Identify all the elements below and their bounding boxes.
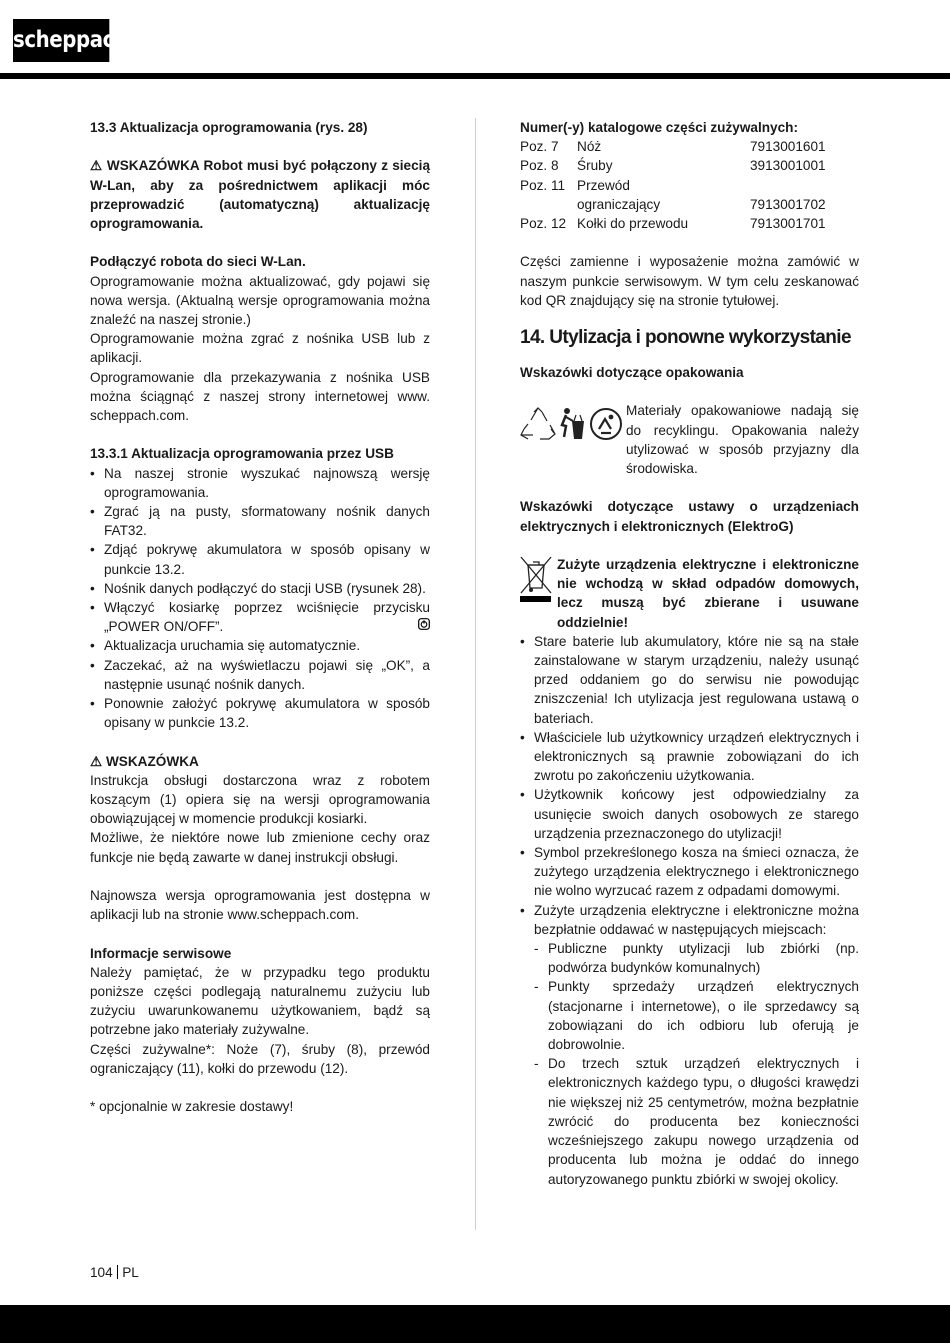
section-13-3-heading: 13.3 Aktualizacja oprogramowania (rys. 28) <box>90 120 368 135</box>
list-item-text: Zużyte urządzenia elektryczne i elektroniczne można bezpłatnie oddawać w następujących miejscach: <box>534 902 859 937</box>
table-cell <box>520 195 577 214</box>
table-cell: Poz. 11 <box>520 177 566 193</box>
page-number <box>90 1265 139 1280</box>
footer-bar <box>0 1305 950 1343</box>
page-number-value: 104 <box>90 1265 113 1280</box>
green-dot-icon <box>589 407 623 446</box>
warning-icon: ⚠ <box>90 753 103 769</box>
table-cell: Poz. 12 <box>520 216 567 232</box>
paragraph: Części zużywalne*: Noże (7), śruby (8), przewód ograniczający (11), kołki do przewodu (12). <box>90 1041 430 1076</box>
list-item <box>90 598 430 636</box>
recycle-icon <box>520 407 556 446</box>
list-item: • Zgrać ją na pusty, sformatowany nośnik danych FAT32. <box>90 502 430 540</box>
list-item: • Użytkownik końcowy jest odpowiedzialny za usunięcie swoich danych osobowych ze starego urządzenia przeznaczonego do utylizacji! <box>520 785 859 843</box>
table-cell: Poz. 8 <box>520 158 559 174</box>
power-icon <box>418 616 430 635</box>
list-item: - Do trzech sztuk urządzeń elektrycznych i elektronicznych każdego typu, o długości krawędzi nie większej niż 25 centymetrów, można bezpłatnie zwrócić do producenta bez konieczności wcześniejszego zakupu nowego urządzenia od producenta lub można je oddać do innego autoryzowanego punktu zbiórki w swojej okolicy. <box>534 1054 859 1188</box>
table-cell: 3913001001 <box>750 158 826 174</box>
packaging-heading: Wskazówki dotyczące opakowania <box>520 365 744 381</box>
table-cell: Przewód <box>577 177 630 193</box>
crossed-bin-icon <box>520 555 557 632</box>
connect-title: Podłączyć robota do sieci W-Lan. <box>90 254 306 270</box>
list-item <box>520 901 859 1189</box>
weee-warning: Zużyte urządzenia elektryczne i elektroniczne nie wchodzą w skład odpadów domowych, lecz muszą być zbierane i usuwane oddzielnie! <box>557 557 859 630</box>
weee-block <box>520 555 859 632</box>
list-item: - Publiczne punkty utylizacji lub zbiórki (np. podwórza budynków komunalnych) <box>534 939 859 977</box>
paragraph: Oprogramowanie można zgrać z nośnika USB lub z aplikacji. <box>90 331 430 366</box>
brand-logo: scheppach <box>13 19 109 62</box>
list-item: • Stare baterie lub akumulatory, które nie są na stałe zainstalowane w starym urządzeniu, należy usunąć przed oddaniem go do serwisu nie powodując zniszczenia! Ich utylizacja jest regulowana ustawą o bateriach. <box>520 632 859 728</box>
service-heading: Informacje serwisowe <box>90 945 232 961</box>
table-row <box>520 156 859 175</box>
list-item-text: Włączyć kosiarkę poprzez wciśnięcie przycisku „POWER ON/OFF”. <box>104 600 430 635</box>
right-column <box>520 118 859 1189</box>
packaging-icons <box>520 401 626 478</box>
list-item: • Symbol przekreślonego kosza na śmieci oznacza, że zużytego urządzenia elektrycznego i elektronicznego nie wolno wyrzucać razem z odpadami domowymi. <box>520 843 859 901</box>
note-heading <box>90 752 430 771</box>
language-code: PL <box>122 1265 139 1280</box>
list-item: - Punkty sprzedaży urządzeń elektrycznych (stacjonarne i internetowe), o ile sprzedawcy są zobowiązani do ich odbioru lub oferują je dobrowolnie. <box>534 977 859 1054</box>
table-cell <box>750 176 859 195</box>
list-item: • Ponownie założyć pokrywę akumulatora w sposób opisany w punkcie 13.2. <box>90 694 430 732</box>
table-row <box>520 137 859 156</box>
list-item: • Na naszej stronie wyszukać najnowszą wersję oprogramowania. <box>90 464 430 502</box>
bin-person-icon <box>558 407 586 446</box>
table-cell: 7913001701 <box>750 216 826 232</box>
page-separator <box>117 1265 119 1279</box>
table-cell: 7913001702 <box>750 196 826 212</box>
footnote: * opcjonalnie w zakresie dostawy! <box>90 1099 294 1115</box>
table-row <box>520 214 859 233</box>
table-cell: Śruby <box>577 158 613 174</box>
paragraph: Części zamienne i wyposażenie można zamówić w naszym punkcie serwisowym. W tym celu zeskanować kod QR znajdujący się na stronie tytułowej. <box>520 254 859 308</box>
collection-points-list <box>534 939 859 1189</box>
table-cell: Kołki do przewodu <box>577 216 689 232</box>
section-13-3-1-heading: 13.3.1 Aktualizacja oprogramowania przez USB <box>90 446 394 462</box>
weee-list <box>520 632 859 1189</box>
wlan-note-text: WSKAZÓWKA Robot musi być połączony z siecią W-Lan, aby za pośrednictwem aplikacji móc przeprowadzić (automatyczną) aktualizację oprogramowania. <box>90 158 431 231</box>
table-cell: 7913001601 <box>750 139 826 155</box>
note-heading-text: WSKAZÓWKA <box>105 753 199 769</box>
list-item: • Nośnik danych podłączyć do stacji USB (rysunek 28). <box>90 579 430 598</box>
left-column <box>90 118 430 1116</box>
list-item: • Zaczekać, aż na wyświetlaczu pojawi się „OK”, a następnie usunąć nośnik danych. <box>90 656 430 694</box>
list-item: • Zdjąć pokrywę akumulatora w sposób opisany w punkcie 13.2. <box>90 540 430 578</box>
header-bar <box>0 73 950 79</box>
packaging-block <box>520 401 859 478</box>
table-row <box>520 195 859 214</box>
wlan-note <box>90 156 430 233</box>
table-cell: Poz. 7 <box>520 139 559 155</box>
section-14-heading: 14. Utylizacja i ponowne wykorzystanie <box>520 327 851 349</box>
paragraph: Najnowsza wersja oprogramowania jest dostępna w aplikacji lub na stronie www.scheppach.com. <box>90 888 430 923</box>
parts-heading: Numer(-y) katalogowe części zużywalnych: <box>520 120 798 135</box>
paragraph: Oprogramowanie dla przekazywania z nośnika USB można ściągnąć z naszej strony internetowej www. scheppach.com. <box>90 369 430 424</box>
list-item: • Właściciele lub użytkownicy urządzeń elektrycznych i elektronicznych są prawnie zobowiązani do ich zwrotu po zakończeniu użytkowania. <box>520 728 859 786</box>
packaging-text: Materiały opakowaniowe nadają się do recyklingu. Opakowania należy utylizować w sposób przyjazny dla środowiska. <box>626 403 859 477</box>
paragraph: Instrukcja obsługi dostarczona wraz z robotem koszącym (1) opiera się na wersji oprogramowania obowiązującej w momencie produkcji kosiarki. <box>90 772 430 827</box>
paragraph: Możliwe, że niektóre nowe lub zmienione cechy oraz funkcje nie będą zawarte w danej instrukcji obsługi. <box>90 830 430 865</box>
table-cell: Nóż <box>577 139 602 155</box>
list-item: • Aktualizacja uruchamia się automatycznie. <box>90 636 430 655</box>
column-divider <box>475 118 476 1230</box>
paragraph: Oprogramowanie można aktualizować, gdy pojawi się nowa wersja. (Aktualną wersje oprogramowania można znaleźć na naszej stronie.) <box>90 273 430 327</box>
table-row <box>520 176 859 195</box>
usb-steps-list <box>90 464 430 733</box>
parts-table <box>520 137 859 233</box>
table-cell: ograniczający <box>577 196 661 212</box>
weee-heading: Wskazówki dotyczące ustawy o urządzeniach elektrycznych i elektronicznych (ElektroG) <box>520 499 859 534</box>
warning-icon: ⚠ <box>90 158 103 174</box>
paragraph: Należy pamiętać, że w przypadku tego produktu poniższe części podlegają naturalnemu zużyciu lub zużyciu uwarunkowanemu użytkowaniem, bądź są potrzebne jako materiały zużywalne. <box>90 964 430 1038</box>
